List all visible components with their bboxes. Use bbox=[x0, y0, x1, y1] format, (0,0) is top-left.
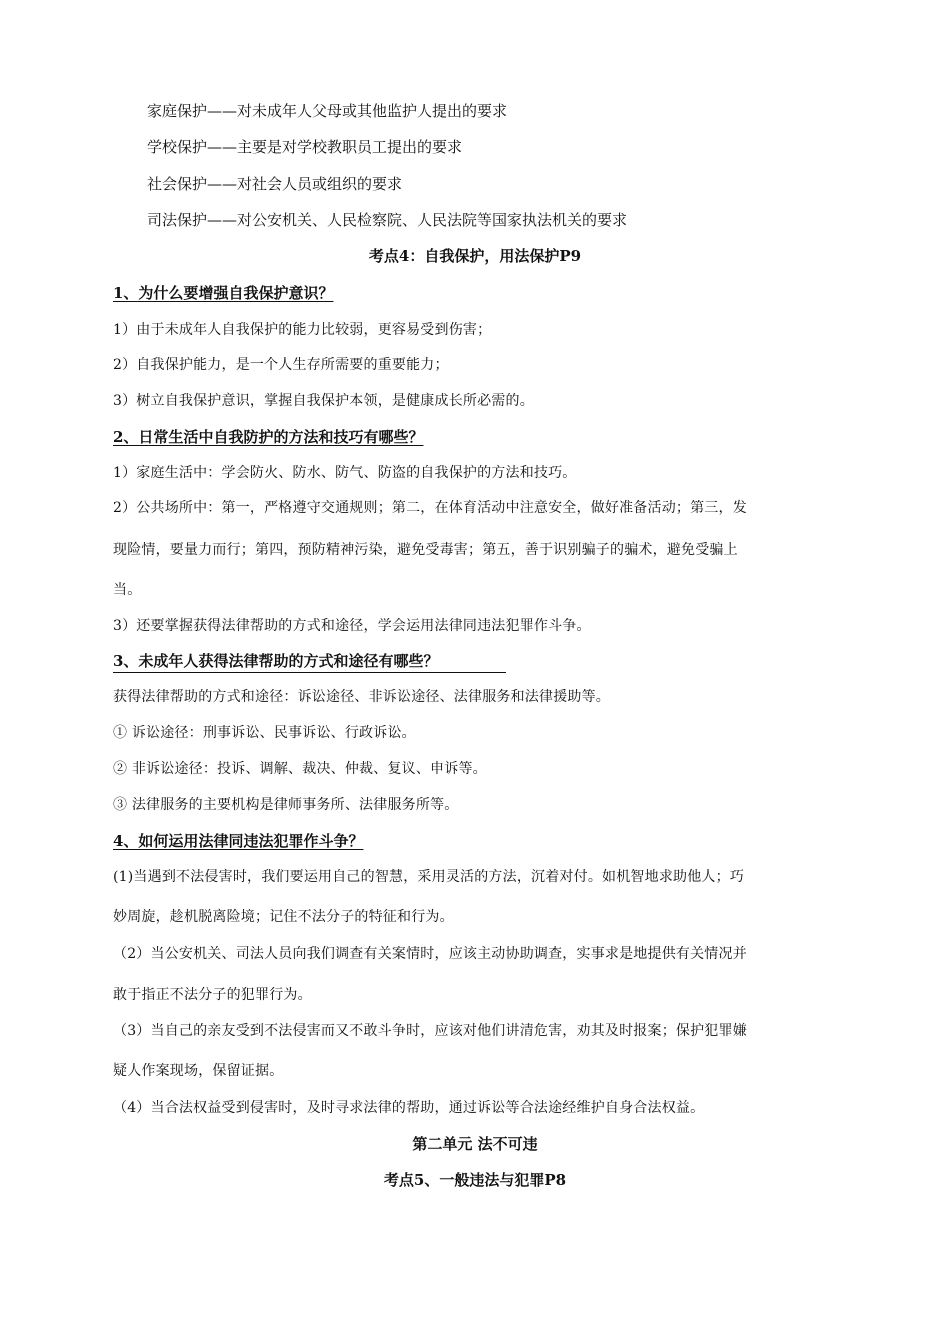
protection-school: 学校保护——主要是对学校教职员工提出的要求 bbox=[147, 138, 463, 156]
protection-society: 社会保护——对社会人员或组织的要求 bbox=[147, 175, 403, 193]
q3-item-2: ② 非诉讼途径：投诉、调解、裁决、仲裁、复议、申诉等。 bbox=[113, 761, 487, 777]
unit2-heading: 第二单元 法不可违 bbox=[412, 1135, 538, 1153]
q3-title-wrap bbox=[113, 651, 506, 673]
kp5-heading: 考点5、一般违法与犯罪P8 bbox=[383, 1171, 567, 1189]
protection-family: 家庭保护——对未成年人父母或其他监护人提出的要求 bbox=[147, 102, 508, 120]
q4-p4: （4）当合法权益受到侵害时，及时寻求法律的帮助，通过诉讼等合法途经维护自身合法权益。 bbox=[113, 1100, 705, 1116]
protection-judicial: 司法保护——对公安机关、人民检察院、人民法院等国家执法机关的要求 bbox=[147, 211, 628, 229]
q2-item-3: 3）还要掌握获得法律帮助的方式和途径，学会运用法律同违法犯罪作斗争。 bbox=[113, 618, 591, 634]
q1-item-2: 2）自我保护能力，是一个人生存所需要的重要能力； bbox=[113, 357, 449, 373]
q1-item-1: 1）由于未成年人自我保护的能力比较弱，更容易受到伤害； bbox=[113, 322, 492, 338]
q2-item-2-line-3: 当。 bbox=[113, 582, 142, 598]
q4-p1-line-1: (1)当遇到不法侵害时，我们要运用自己的智慧，采用灵活的方法，沉着对付。如机智地求助他人；巧 bbox=[113, 869, 745, 885]
q2-item-1: 1）家庭生活中：学会防火、防水、防气、防盗的自我保护的方法和技巧。 bbox=[113, 465, 577, 481]
kp4-heading: 考点4：自我保护，用法保护P9 bbox=[368, 247, 582, 265]
q2-item-2-line-2: 现险情，要量力而行；第四，预防精神污染，避免受毒害；第五，善于识别骗子的骗术，避免受骗上 bbox=[113, 542, 738, 558]
q1-item-3: 3）树立自我保护意识，掌握自我保护本领，是健康成长所必需的。 bbox=[113, 393, 534, 409]
q1-title: 1、为什么要增强自我保护意识？ bbox=[113, 284, 334, 302]
q4-title: 4、如何运用法律同违法犯罪作斗争？ bbox=[113, 832, 364, 850]
q2-title: 2、日常生活中自我防护的方法和技巧有哪些？ bbox=[113, 428, 424, 446]
q3-item-3: ③ 法律服务的主要机构是律师事务所、法律服务所等。 bbox=[113, 797, 459, 813]
q3-item-1: ① 诉讼途径：刑事诉讼、民事诉讼、行政诉讼。 bbox=[113, 725, 416, 741]
q2-item-2-line-1: 2）公共场所中：第一，严格遵守交通规则；第二，在体育活动中注意安全，做好准备活动；第三，发 bbox=[113, 500, 747, 516]
q4-p2-line-2: 敢于指正不法分子的犯罪行为。 bbox=[113, 987, 312, 1003]
q3-title: 3、未成年人获得法律帮助的方式和途径有哪些？ bbox=[113, 651, 506, 673]
q4-p1-line-2: 妙周旋，趁机脱离险境；记住不法分子的特征和行为。 bbox=[113, 909, 454, 925]
q4-p3-line-1: （3）当自己的亲友受到不法侵害而又不敢斗争时，应该对他们讲清危害，劝其及时报案；保护犯罪嫌 bbox=[113, 1023, 747, 1039]
q4-p3-line-2: 疑人作案现场，保留证据。 bbox=[113, 1063, 284, 1079]
q4-p2-line-1: （2）当公安机关、司法人员向我们调查有关案情时，应该主动协助调查，实事求是地提供有关情况并 bbox=[113, 946, 747, 962]
q3-intro: 获得法律帮助的方式和途径：诉讼途径、非诉讼途径、法律服务和法律援助等。 bbox=[113, 689, 610, 705]
